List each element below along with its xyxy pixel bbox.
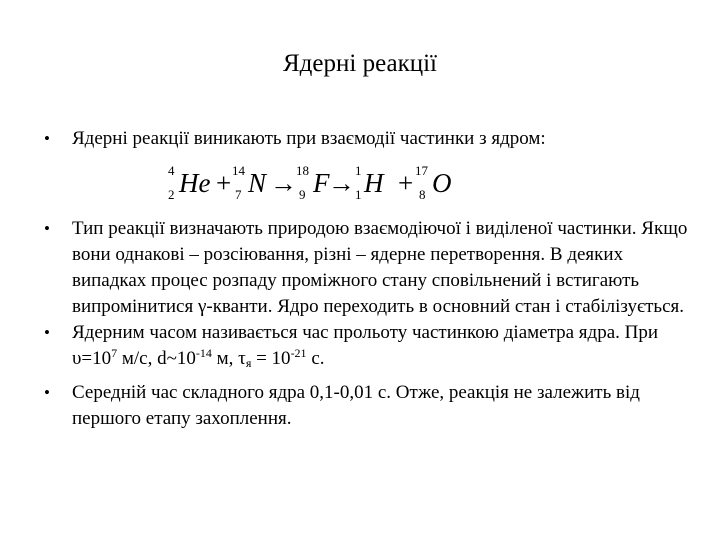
mass-number: 4	[168, 163, 175, 178]
bullet-text	[72, 322, 658, 369]
text-segment: = 10	[251, 348, 291, 369]
slide-title: Ядерні реакції	[283, 50, 437, 77]
bullet-item-compound-nucleus	[44, 380, 694, 432]
subscript: я	[245, 356, 252, 370]
exponent: -14	[195, 346, 212, 360]
element-symbol: H	[364, 168, 384, 198]
atomic-number: 2	[168, 187, 175, 202]
element-symbol: O	[432, 168, 452, 198]
spacer	[44, 372, 694, 380]
exponent: -21	[290, 346, 307, 360]
bullet-text: Ядерні реакції виникають при взаємодії частинки з ядром:	[72, 128, 546, 149]
arrow-icon: →	[328, 168, 355, 198]
reaction-formula	[168, 158, 694, 208]
bullet-marker: •	[44, 129, 50, 148]
atomic-number: 7	[235, 187, 242, 202]
arrow-icon: →	[270, 168, 297, 198]
atomic-number: 1	[355, 187, 362, 202]
mass-number: 14	[232, 163, 245, 178]
plus-sign: +	[398, 168, 414, 198]
mass-number: 1	[355, 163, 362, 178]
atomic-number: 9	[299, 187, 306, 202]
mass-number: 17	[415, 163, 428, 178]
exponent: 7	[111, 346, 118, 360]
element-symbol: F	[313, 168, 330, 198]
bullet-marker: •	[44, 323, 50, 342]
text-segment: м/с, d~10	[117, 348, 196, 369]
bullet-marker: •	[44, 383, 50, 402]
bullet-item-reactions	[44, 126, 694, 152]
text-segment: м, τ	[211, 348, 246, 369]
bullet-list	[44, 126, 694, 432]
atomic-number: 8	[419, 187, 426, 202]
element-symbol: N	[248, 168, 267, 198]
bullet-item-nuclear-time	[44, 320, 694, 372]
bullet-marker: •	[44, 219, 50, 238]
element-symbol: He	[179, 168, 211, 198]
text-segment: с.	[306, 348, 325, 369]
plus-sign: +	[216, 168, 232, 198]
text-segment: Ядерним часом називається час прольоту частинкою діаметра ядра. При υ=10	[72, 322, 659, 369]
mass-number: 18	[296, 163, 309, 178]
bullet-item-reaction-type	[44, 216, 694, 320]
bullet-text: Тип реакції визначають природою взаємодіючої і виділеної частинки. Якщо вони однакові – розсіювання, різні – ядерне перетворення. В деяких випадках процес розпаду проміжного стану сповільнений і встигають випромінитися γ-кванти. Ядро переходить в основний стан і стабілізується.	[72, 218, 688, 317]
bullet-text: Середній час складного ядра 0,1-0,01 с. Отже, реакція не залежить від першого етапу захоплення.	[72, 382, 640, 429]
